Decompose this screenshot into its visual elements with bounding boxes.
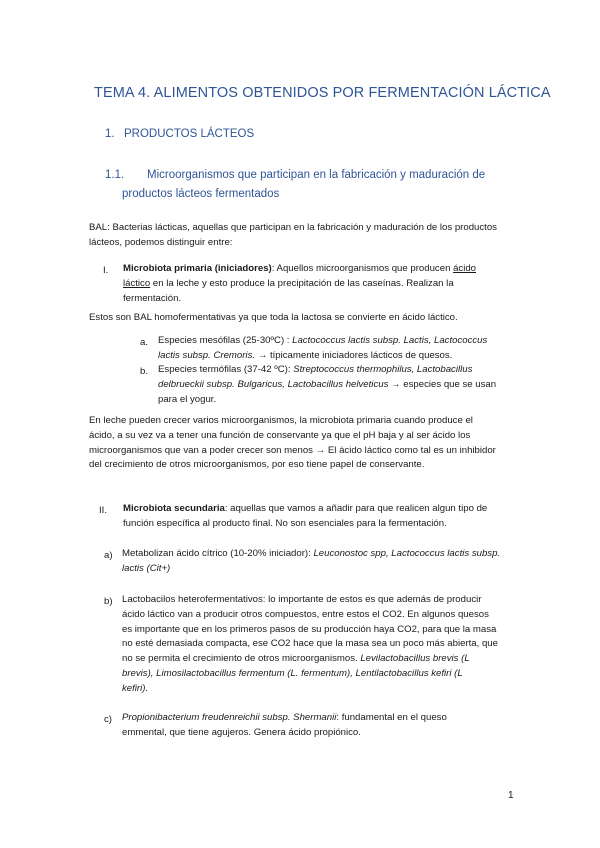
species-name: Propionibacterium freudenreichii subsp. Shermanii xyxy=(122,712,337,723)
text-fragment: → especies que se usan xyxy=(388,378,497,390)
species-name: Levilactobacillus brevis (L xyxy=(360,653,470,665)
list-marker: a) xyxy=(104,550,113,561)
text-fragment: : Aquellos microorganismos que producen xyxy=(271,263,454,274)
list-marker: I. xyxy=(103,265,109,276)
text-line: emmental, que tiene agujeros. Genera ácido propiónico. xyxy=(122,726,361,738)
subsection-title-line: productos lácteos fermentados xyxy=(122,188,280,200)
text-line: lácteos, podemos distinguir entre: xyxy=(89,236,233,248)
subsection-title-line: Microorganismos que participan en la fabricación y maduración de xyxy=(147,169,486,181)
text-line: función específica al producto final. No son esenciales para la fermentación. xyxy=(123,517,447,529)
species-name: lactis subsp. Cremoris. xyxy=(158,349,256,361)
list-marker: b) xyxy=(104,596,113,607)
text-line: Lactobacilos heterofermentativos: lo importante de estos es que además de producir xyxy=(122,594,482,605)
text-line: En leche pueden crecer varios microorganismos, la microbiota primaria cuando produce el xyxy=(89,415,473,426)
species-name: Leuconostoc spp, Lactococcus lactis subsp. xyxy=(313,548,501,559)
thermophilic-species-item xyxy=(158,363,496,407)
text-fragment: Especies termófilas (37-42 ºC): xyxy=(158,364,294,375)
species-name: Lactococcus lactis subsp. Lactis, Lactococcus xyxy=(292,335,488,346)
citrate-metabolizers-item xyxy=(122,547,500,577)
secondary-microbiota-item xyxy=(123,502,487,532)
underlined-term: láctico xyxy=(123,277,151,289)
text-line: ácido láctico van a producir otros compuestos, entre estos el CO2. En algunos quesos xyxy=(122,608,489,620)
text-fragment: : aquellas que vamos a añadir para que realicen algun tipo de xyxy=(224,503,488,514)
propionibacterium-item xyxy=(122,711,447,741)
section-title: PRODUCTOS LÁCTEOS xyxy=(124,128,255,140)
primary-microbiota-item xyxy=(123,262,476,306)
list-marker: c) xyxy=(104,714,112,725)
text-fragment: Metabolizan ácido cítrico (10-20% iniciador): xyxy=(122,548,314,559)
text-line: fermentación. xyxy=(123,292,182,304)
text-line: para el yogur. xyxy=(158,393,217,405)
text-line: no esté demasiada compacta, ese CO2 hace que la masa sea un poco más abierta, que xyxy=(122,638,498,650)
list-marker: a. xyxy=(140,337,149,348)
milk-paragraph xyxy=(89,414,496,473)
list-marker: b. xyxy=(140,366,149,377)
species-name: delbrueckii subsp. Bulgaricus, Lactobacillus helveticus xyxy=(158,378,389,390)
species-name: brevis), Limosilactobacillus fermentum (L. fermentum), Lentilactobacillus kefiri (L xyxy=(122,667,463,679)
text-fragment: en la leche y esto produce la precipitación de las caseínas. Realizan la xyxy=(150,277,454,289)
text-fragment: no se permita el crecimiento de otros microorganismos. xyxy=(122,653,361,665)
text-fragment: : fundamental en el queso xyxy=(336,712,447,723)
text-line: ácido, a su vez va a tener una función de conservante ya que el pH baja y al ser ácido los xyxy=(89,429,471,441)
species-name: kefiri). xyxy=(122,682,149,694)
text-line: BAL: Bacterias lácticas, aquellas que participan en la fabricación y maduración de los productos xyxy=(89,222,497,233)
subsection-number: 1.1. xyxy=(105,169,125,181)
text-line: es importante que en los primeros pasos de su producción haya CO2, para que la masa xyxy=(122,623,497,635)
text-fragment: → típicamente iniciadores lácticos de quesos. xyxy=(255,349,453,361)
species-name: Streptococcus thermophilus, Lactobacillus xyxy=(293,364,473,375)
section-number: 1. xyxy=(105,128,115,140)
mesophilic-species-item xyxy=(158,334,487,364)
document-title: TEMA 4. ALIMENTOS OBTENIDOS POR FERMENTACIÓN LÁCTICA xyxy=(94,85,551,101)
text-fragment: Especies mesófilas (25-30ºC) : xyxy=(158,335,293,346)
heterofermentative-item xyxy=(122,593,498,697)
text-line: del crecimiento de otros microorganismos, por eso tiene papel de conservante. xyxy=(89,459,425,471)
species-name: lactis (Cit+) xyxy=(122,562,171,574)
page-number: 1 xyxy=(508,790,514,801)
list-marker: II. xyxy=(99,505,107,516)
underlined-term: ácido xyxy=(453,263,477,274)
term-primary-microbiota: Microbiota primaria (iniciadores) xyxy=(123,263,272,274)
homofermentative-note: Estos son BAL homofermentativas ya que toda la lactosa se convierte en ácido láctico. xyxy=(89,312,458,323)
intro-paragraph xyxy=(89,221,497,251)
term-secondary-microbiota: Microbiota secundaria xyxy=(123,503,225,514)
text-line: microorganismos que van a poder crecer son menos → El ácido láctico como tal es un inhibidor xyxy=(89,444,496,456)
